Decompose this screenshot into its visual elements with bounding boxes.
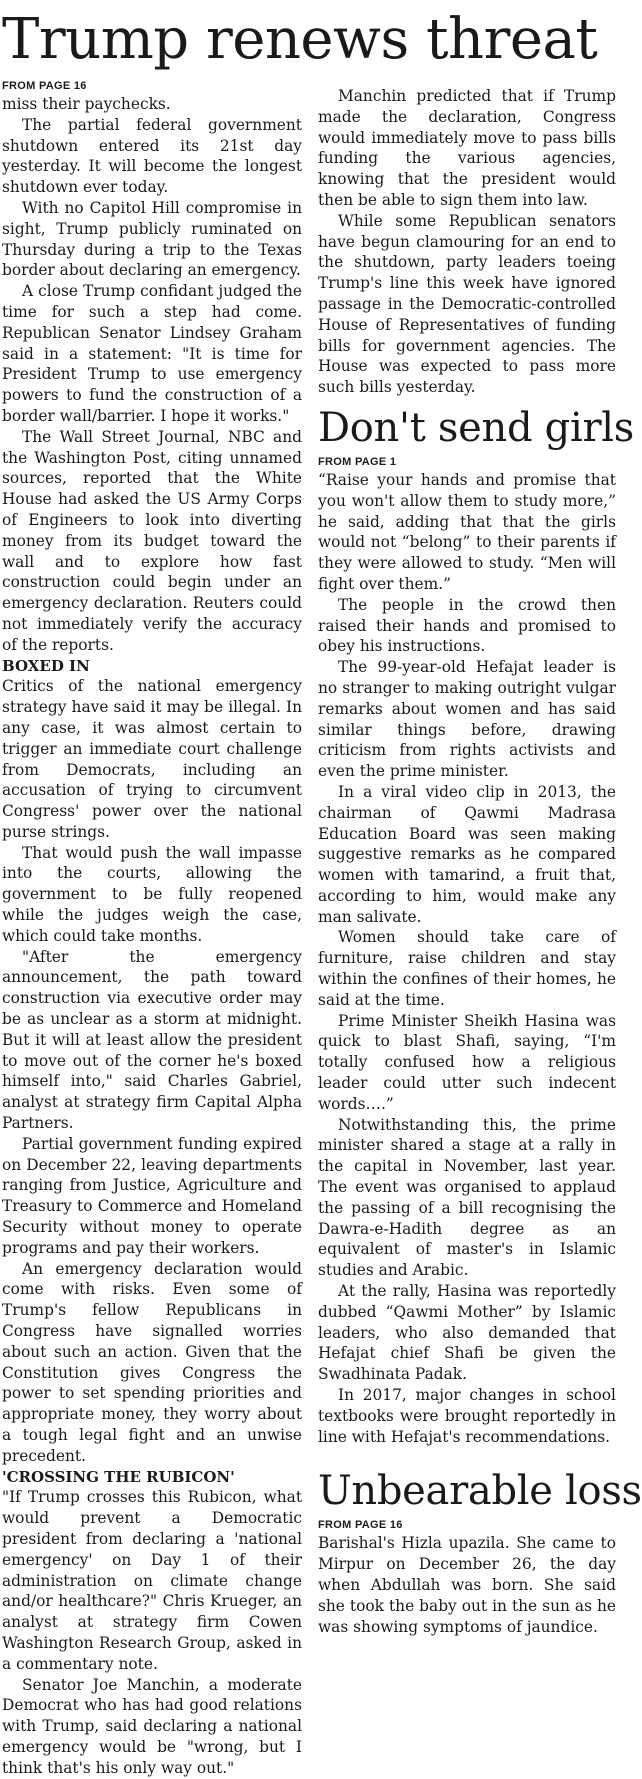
paragraph: An emergency declaration would come with risks. Even some of Trump's fellow Republicans in Congress have signalled worries about such an action. Given that the Constitution gives Congress the power to set spending priorities and appropriate money, they worry about a tough legal fight and an unwise precedent. <box>2 1259 302 1465</box>
subhead-crossing-the-rubicon: 'CROSSING THE RUBICON' <box>2 1467 235 1486</box>
paragraph: Manchin predicted that if Trump made the declaration, Congress would immediately move to pass bills funding the various agencies, knowing that the president would then be able to sign them into law. <box>318 87 616 209</box>
paragraph: A close Trump confidant judged the time for such a step had come. Republican Senator Lindsey Graham said in a statement: "It is time for President Trump to use emergency powers to fund the construction of a border wall/barrier. I hope it works." <box>2 282 302 425</box>
paragraph: The people in the crowd then raised their hands and promised to obey his instructions. <box>318 595 616 656</box>
right-column <box>318 86 642 1706</box>
main-headline: Trump renews threat <box>2 7 598 72</box>
left-column <box>2 80 302 1777</box>
paragraph: While some Republican senators have begun clamouring for an end to the shutdown, party leaders toeing Trump's line this week have ignored passage in the Democratic-controlled House of Representatives of funding bills for government agencies. The House was expected to pass more such bills yesterday. <box>318 211 616 397</box>
paragraph: Critics of the national emergency strategy have said it may be illegal. In any case, it was almost certain to trigger an immediate court challenge from Democrats, including an accusation of trying to circumvent Congress' power over the national purse strings. <box>2 677 302 841</box>
paragraph: "After the emergency announcement, the path toward construction via executive order may be as unclear as a storm at midnight. But it will at least allow the president to move out of the corner he's boxed himself into," said Charles Gabriel, analyst at strategy firm Capital Alpha Partners. <box>2 947 302 1133</box>
paragraph: Women should take care of furniture, raise children and stay within the confines of their homes, he said at the time. <box>318 928 616 1009</box>
paragraph: Notwithstanding this, the prime minister shared a stage at a rally in the capital in November, last year. The event was organised to applaud the passing of a bill recognising the Dawra-e-Hadith degree as an equivalent of master's in Islamic studies and Arabic. <box>318 1115 616 1280</box>
third-headline: Unbearable loss <box>318 1468 642 1515</box>
main-story-jump-line: FROM PAGE 16 <box>2 80 87 92</box>
article-columns <box>0 80 642 1777</box>
paragraph: That would push the wall impasse into the courts, allowing the government to be fully reopened while the judges weigh the case, which could take months. <box>2 843 302 945</box>
third-story-jump-line: FROM PAGE 16 <box>318 1519 403 1532</box>
paragraph: The 99-year-old Hefajat leader is no stranger to making outright vulgar remarks about women and has said similar things before, drawing criticism from rights activists and even the prime minister. <box>318 658 616 781</box>
paragraph: Prime Minister Sheikh Hasina was quick to blast Shafi, saying, “I'm totally confused how a religious leader could utter such indecent words….” <box>318 1011 616 1113</box>
paragraph: At the rally, Hasina was reportedly dubbed “Qawmi Mother” by Islamic leaders, who also demanded that Hefajat chief Shafi be given the Swadhinata Padak. <box>318 1282 616 1384</box>
subhead-boxed-in: BOXED IN <box>2 656 90 675</box>
second-headline: Don't send girls <box>318 404 635 451</box>
second-story-jump-line: FROM PAGE 1 <box>318 455 397 468</box>
paragraph: Barishal's Hizla upazila. She came to Mirpur on December 26, the day when Abdullah was born. She said she took the baby out in the sun as he was showing symptoms of jaundice. <box>318 1534 616 1636</box>
paragraph: “Raise your hands and promise that you won't allow them to study more,” he said, adding that that the girls would not “belong” to their parents if they were allowed to study. “Men will fight over them.” <box>318 470 616 593</box>
paragraph: "If Trump crosses this Rubicon, what would prevent a Democratic president from declaring a 'national emergency' on Day 1 of their administration on climate change and/or healthcare?" Chris Krueger, an analyst at strategy firm Cowen Washington Research Group, asked in a commentary note. <box>2 1488 302 1673</box>
paragraph: In a viral video clip in 2013, the chairman of Qawmi Madrasa Education Board was seen making suggestive remarks as he compared women with tamarind, a fruit that, according to him, would make any man salivate. <box>318 782 616 926</box>
paragraph: miss their paychecks. <box>2 95 171 113</box>
paragraph: With no Capitol Hill compromise in sight, Trump publicly ruminated on Thursday during a trip to the Texas border about declaring an emergency. <box>2 198 302 280</box>
paragraph: In 2017, major changes in school textbooks were brought reportedly in line with Hefajat's recommendations. <box>318 1386 616 1446</box>
paragraph: Senator Joe Manchin, a moderate Democrat who has had good relations with Trump, said declaring a national emergency would be "wrong, but I think that's his only way out." <box>2 1675 302 1777</box>
paragraph: Partial government funding expired on December 22, leaving departments ranging from Justice, Agriculture and Treasury to Commerce and Homeland Security without money to operate programs and pay their workers. <box>2 1134 302 1257</box>
paragraph: The partial federal government shutdown entered its 21st day yesterday. It will become the longest shutdown ever today. <box>2 115 302 197</box>
paragraph: The Wall Street Journal, NBC and the Washington Post, citing unnamed sources, reported that the White House had asked the US Army Corps of Engineers to look into diverting money from its budget toward the wall and to explore how fast construction could begin under an emergency declaration. Reuters could not immediately verify the accuracy of the reports. <box>2 427 302 654</box>
